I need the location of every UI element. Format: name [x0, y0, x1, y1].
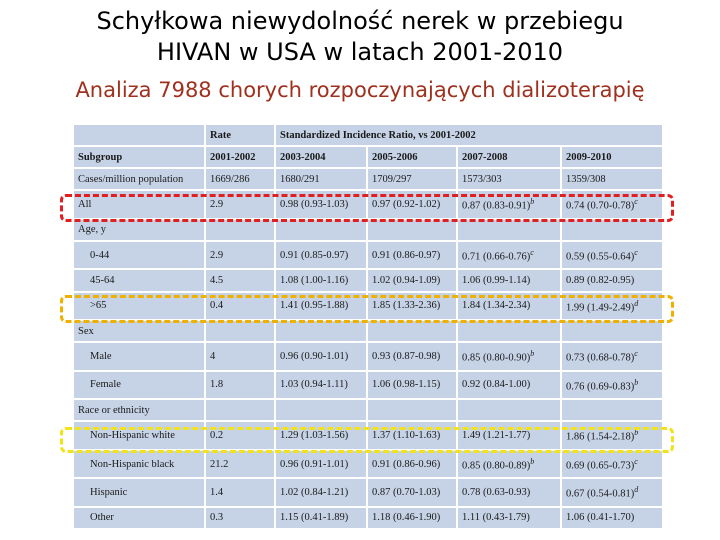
- table-cell: [562, 343, 662, 370]
- cell-footnote-mark: d: [634, 485, 639, 495]
- table-cell: [276, 169, 366, 189]
- cell-value: 0.98 (0.93-1.03): [280, 199, 349, 211]
- row-label: 45-64: [74, 270, 204, 290]
- sir-table-container: [72, 123, 660, 530]
- cell-value: 1.02 (0.84-1.21): [280, 487, 349, 499]
- table-cell: [206, 451, 274, 478]
- table-cell: [458, 191, 560, 218]
- table-cell: [562, 372, 662, 399]
- table-cell: [276, 479, 366, 506]
- table-cell: [276, 372, 366, 399]
- empty-cell: [562, 220, 662, 240]
- cell-value: 0.87 (0.70-1.03): [372, 487, 441, 499]
- cell-value: 1680/291: [280, 173, 320, 185]
- table-column-header: Subgroup: [74, 147, 204, 167]
- table-cell: [562, 169, 662, 189]
- table-row: [74, 169, 662, 189]
- table-cell: [458, 343, 560, 370]
- table-cell: [562, 422, 662, 449]
- empty-cell: [458, 321, 560, 341]
- table-cell: [458, 372, 560, 399]
- cell-footnote-mark: b: [530, 349, 535, 359]
- table-cell: [206, 422, 274, 449]
- cell-value: 1.18 (0.46-1.90): [372, 512, 441, 524]
- table-cell: [368, 242, 456, 269]
- cell-value: 1709/297: [372, 173, 412, 185]
- cell-value: 1.84 (1.34-2.34): [462, 300, 531, 312]
- table-header-sir: Standardized Incidence Ratio, vs 2001-2002: [276, 125, 662, 145]
- table-cell: [206, 270, 274, 290]
- cell-value: 0.92 (0.84-1.00): [462, 379, 531, 391]
- row-label: 0-44: [74, 242, 204, 269]
- table-cell: [562, 242, 662, 269]
- table-row: [74, 451, 662, 478]
- table-section-row: [74, 400, 662, 420]
- empty-cell: [368, 400, 456, 420]
- slide-title-line1: Schyłkowa niewydolność nerek w przebiegu: [96, 7, 624, 35]
- cell-value: 1.99 (1.49-2.49): [566, 302, 635, 314]
- table-top-header-row: [74, 125, 662, 145]
- table-cell: [206, 191, 274, 218]
- table-cell: [562, 451, 662, 478]
- table-column-header-row: [74, 147, 662, 167]
- row-label: Male: [74, 343, 204, 370]
- cell-footnote-mark: b: [634, 428, 639, 438]
- row-label: All: [74, 191, 204, 218]
- empty-cell: [562, 321, 662, 341]
- cell-value: 1.85 (1.33-2.36): [372, 300, 441, 312]
- table-row: [74, 372, 662, 399]
- table-cell: [206, 242, 274, 269]
- table-row: [74, 242, 662, 269]
- cell-value: 1.11 (0.43-1.79): [462, 512, 530, 524]
- cell-footnote-mark: c: [634, 349, 638, 359]
- cell-value: 0.67 (0.54-0.81): [566, 488, 635, 500]
- table-row: [74, 508, 662, 528]
- table-cell: [368, 270, 456, 290]
- cell-value: 1.8: [210, 379, 224, 391]
- table-cell: [562, 508, 662, 528]
- table-section-row: [74, 220, 662, 240]
- cell-value: 0.96 (0.90-1.01): [280, 350, 349, 362]
- row-label: Hispanic: [74, 479, 204, 506]
- table-cell: [206, 343, 274, 370]
- cell-value: 1669/286: [210, 173, 250, 185]
- table-cell: [368, 169, 456, 189]
- section-label: Age, y: [74, 220, 204, 240]
- cell-value: 1.02 (0.94-1.09): [372, 274, 441, 286]
- table-cell: [562, 293, 662, 320]
- cell-value: 0.2: [210, 430, 224, 442]
- table-row: [74, 343, 662, 370]
- cell-value: 21.2: [210, 458, 229, 470]
- row-label: Cases/million population: [74, 169, 204, 189]
- cell-value: 2.9: [210, 249, 224, 261]
- table-cell: [368, 191, 456, 218]
- table-cell: [458, 422, 560, 449]
- cell-footnote-mark: c: [634, 456, 638, 466]
- table-cell: [276, 191, 366, 218]
- cell-footnote-mark: b: [530, 197, 535, 207]
- cell-value: 1.41 (0.95-1.88): [280, 300, 349, 312]
- cell-value: 1.37 (1.10-1.63): [372, 430, 441, 442]
- cell-value: 1.06 (0.99-1.14): [462, 274, 531, 286]
- table-header-rate: Rate: [206, 125, 274, 145]
- cell-value: 2.9: [210, 199, 224, 211]
- cell-value: 1.06 (0.98-1.15): [372, 379, 441, 391]
- row-label: Other: [74, 508, 204, 528]
- cell-value: 0.91 (0.86-0.96): [372, 458, 441, 470]
- table-cell: [276, 293, 366, 320]
- table-cell: [276, 242, 366, 269]
- table-cell: [368, 343, 456, 370]
- table-cell: [562, 479, 662, 506]
- cell-footnote-mark: c: [530, 247, 534, 257]
- cell-value: 0.93 (0.87-0.98): [372, 350, 441, 362]
- cell-value: 0.96 (0.91-1.01): [280, 458, 349, 470]
- table-header-cell: [74, 125, 204, 145]
- empty-cell: [458, 400, 560, 420]
- cell-value: 0.91 (0.86-0.97): [372, 249, 441, 261]
- cell-value: 1.08 (1.00-1.16): [280, 274, 349, 286]
- row-label: Non-Hispanic white: [74, 422, 204, 449]
- table-column-header: 2003-2004: [276, 147, 366, 167]
- table-cell: [368, 508, 456, 528]
- empty-cell: [276, 321, 366, 341]
- section-label: Sex: [74, 321, 204, 341]
- cell-value: 1573/303: [462, 173, 502, 185]
- table-row: [74, 422, 662, 449]
- table-row: [74, 270, 662, 290]
- cell-value: 1.15 (0.41-1.89): [280, 512, 349, 524]
- cell-value: 1.03 (0.94-1.11): [280, 379, 348, 391]
- table-column-header: 2007-2008: [458, 147, 560, 167]
- section-label: Race or ethnicity: [74, 400, 204, 420]
- cell-value: 1.29 (1.03-1.56): [280, 430, 349, 442]
- empty-cell: [276, 220, 366, 240]
- cell-value: 0.3: [210, 512, 224, 524]
- table-cell: [458, 293, 560, 320]
- table-row: [74, 479, 662, 506]
- cell-value: 0.4: [210, 300, 224, 312]
- empty-cell: [206, 400, 274, 420]
- table-column-header: 2009-2010: [562, 147, 662, 167]
- table-cell: [206, 293, 274, 320]
- cell-value: 0.91 (0.85-0.97): [280, 249, 349, 261]
- table-cell: [368, 293, 456, 320]
- cell-value: 0.97 (0.92-1.02): [372, 199, 441, 211]
- table-cell: [276, 343, 366, 370]
- table-cell: [562, 191, 662, 218]
- cell-value: 1359/308: [566, 173, 606, 185]
- row-label: >65: [74, 293, 204, 320]
- row-label: Non-Hispanic black: [74, 451, 204, 478]
- cell-footnote-mark: d: [634, 298, 639, 308]
- table-cell: [458, 270, 560, 290]
- table-cell: [458, 169, 560, 189]
- table-cell: [368, 479, 456, 506]
- table-cell: [458, 479, 560, 506]
- empty-cell: [368, 321, 456, 341]
- cell-value: 4.5: [210, 274, 224, 286]
- cell-value: 1.06 (0.41-1.70): [566, 512, 635, 524]
- empty-cell: [276, 400, 366, 420]
- table-cell: [206, 372, 274, 399]
- table-cell: [368, 372, 456, 399]
- empty-cell: [562, 400, 662, 420]
- table-cell: [206, 169, 274, 189]
- row-label: Female: [74, 372, 204, 399]
- table-column-header: 2005-2006: [368, 147, 456, 167]
- cell-value: 0.87 (0.83-0.91): [462, 200, 531, 212]
- table-cell: [276, 508, 366, 528]
- cell-value: 0.85 (0.80-0.89): [462, 460, 531, 472]
- table-cell: [276, 422, 366, 449]
- cell-footnote-mark: b: [634, 377, 639, 387]
- table-cell: [458, 242, 560, 269]
- cell-value: 0.74 (0.70-0.78): [566, 200, 635, 212]
- cell-footnote-mark: c: [634, 197, 638, 207]
- cell-value: 0.73 (0.68-0.78): [566, 352, 635, 364]
- table-cell: [458, 508, 560, 528]
- cell-value: 0.59 (0.55-0.64): [566, 251, 635, 263]
- table-cell: [206, 479, 274, 506]
- table-cell: [562, 270, 662, 290]
- table-row: [74, 191, 662, 218]
- table-cell: [368, 451, 456, 478]
- slide-title-line2: HIVAN w USA w latach 2001-2010: [156, 38, 564, 66]
- table-cell: [276, 270, 366, 290]
- cell-footnote-mark: b: [530, 456, 535, 466]
- table-cell: [276, 451, 366, 478]
- cell-value: 1.86 (1.54-2.18): [566, 431, 635, 443]
- table-section-row: [74, 321, 662, 341]
- table-cell: [368, 422, 456, 449]
- sir-table: [72, 123, 664, 530]
- empty-cell: [458, 220, 560, 240]
- table-column-header: 2001-2002: [206, 147, 274, 167]
- cell-value: 0.78 (0.63-0.93): [462, 487, 531, 499]
- empty-cell: [368, 220, 456, 240]
- cell-value: 0.89 (0.82-0.95): [566, 274, 635, 286]
- cell-value: 0.85 (0.80-0.90): [462, 352, 531, 364]
- cell-value: 1.4: [210, 487, 224, 499]
- table-cell: [206, 508, 274, 528]
- cell-footnote-mark: c: [634, 247, 638, 257]
- empty-cell: [206, 321, 274, 341]
- empty-cell: [206, 220, 274, 240]
- cell-value: 0.69 (0.65-0.73): [566, 460, 635, 472]
- cell-value: 4: [210, 350, 216, 362]
- cell-value: 1.49 (1.21-1.77): [462, 430, 531, 442]
- table-cell: [458, 451, 560, 478]
- cell-value: 0.71 (0.66-0.76): [462, 251, 531, 263]
- table-row: [74, 293, 662, 320]
- cell-value: 0.76 (0.69-0.83): [566, 381, 635, 393]
- slide-subtitle: Analiza 7988 chorych rozpoczynających dializoterapię: [75, 78, 645, 102]
